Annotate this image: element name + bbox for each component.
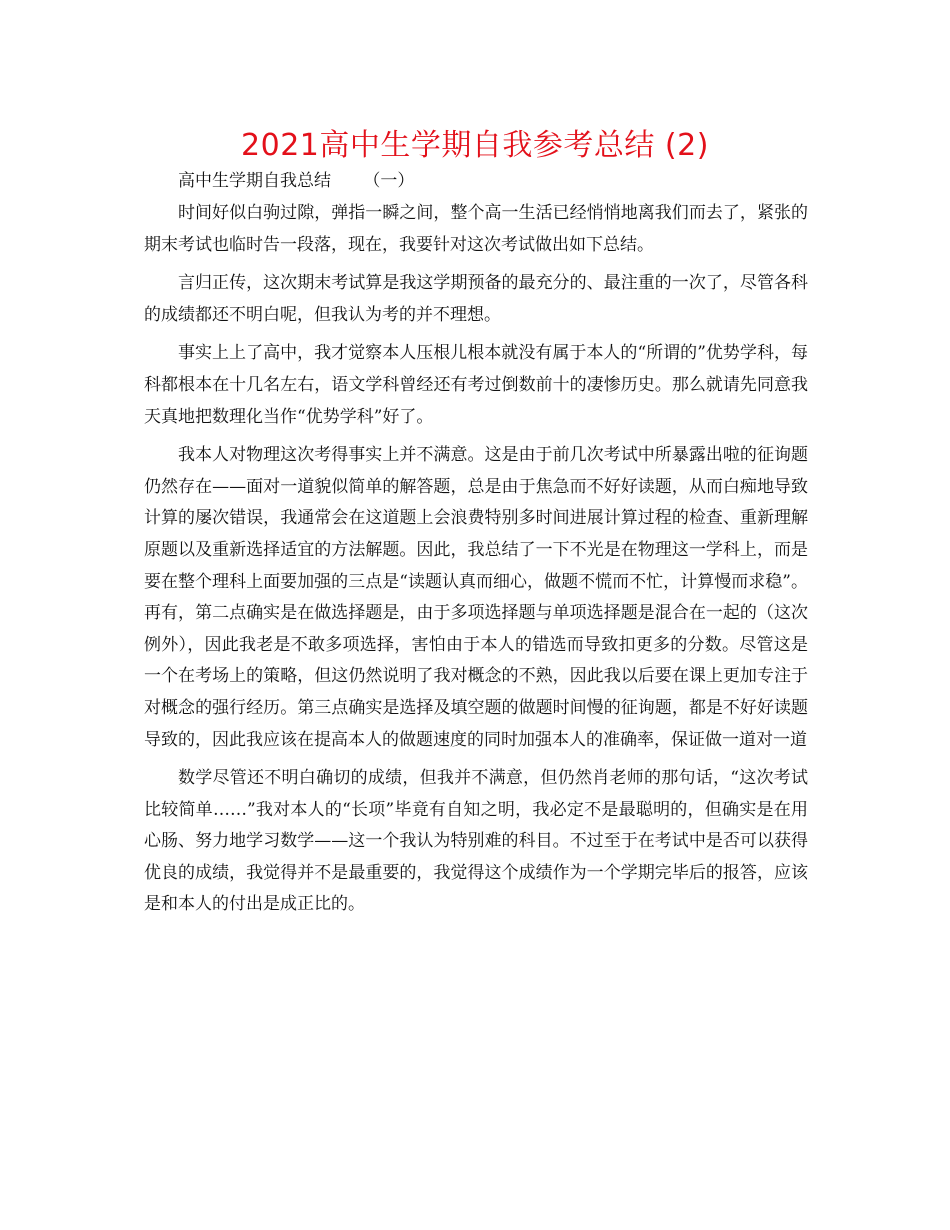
section-subheading: 高中生学期自我总结 （一） <box>178 171 415 191</box>
paragraph-3: 事实上上了高中，我才觉察本人压根儿根本就没有属于本人的“所谓的”优势学科，每科都根本在十几名左右，语文学科曾经还有考过倒数前十的凄惨历史。那么就请先同意我天真地把数理化当作“优势学科”好了。 <box>144 343 808 427</box>
paragraph-4: 我本人对物理这次考得事实上并不满意。这是由于前几次考试中所暴露出啦的征询题仍然存在——面对一道貌似简单的解答题，总是由于焦急而不好好读题，从而白痴地导致计算的屡次错误，我通常会在这道题上会浪费特别多时间进展计算过程的检查、重新理解原题以及重新选择适宜的方法解题。因此，我总结了一下不光是在物理这一学科上，而是要在整个理科上面要加强的三点是“读题认真而细心，做题不慌而不忙，计算慢而求稳”。再有，第二点确实是在做选择题是，由于多项选择题与单项选择题是混合在一起的（这次例外），因此我老是不敢多项选择，害怕由于本人的错选而导致扣更多的分数。尽管这是一个在考场上的策略，但这仍然说明了我对概念的不熟，因此我以后要在课上更加专注于对概念的强行经历。第三点确实是选择及填空题的做题时间慢的征询题，都是不好好读题导致的，因此我应该在提高本人的做题速度的同时加强本人的准确率，保证做一道对一道 <box>144 445 808 750</box>
paragraph-2: 言归正传，这次期末考试算是我这学期预备的最充分的、最注重的一次了，尽管各科的成绩都还不明白呢，但我认为考的并不理想。 <box>144 273 808 325</box>
paragraph-1: 时间好似白驹过隙，弹指一瞬之间，整个高一生活已经悄悄地离我们而去了，紧张的期末考试也临时告一段落，现在，我要针对这次考试做出如下总结。 <box>144 203 808 255</box>
paragraph-5: 数学尽管还不明白确切的成绩，但我并不满意，但仍然肖老师的那句话，“这次考试比较简单……”我对本人的“长项”毕竟有自知之明，我必定不是最聪明的，但确实是在用心肠、努力地学习数学——这一个我认为特别难的科目。不过至于在考试中是否可以获得优良的成绩，我觉得并不是最重要的，我觉得这个成绩作为一个学期完毕后的报答，应该是和本人的付出是成正比的。 <box>144 768 808 915</box>
document-body <box>144 166 808 921</box>
document-title: 2021高中生学期自我参考总结 (2) <box>241 128 709 163</box>
